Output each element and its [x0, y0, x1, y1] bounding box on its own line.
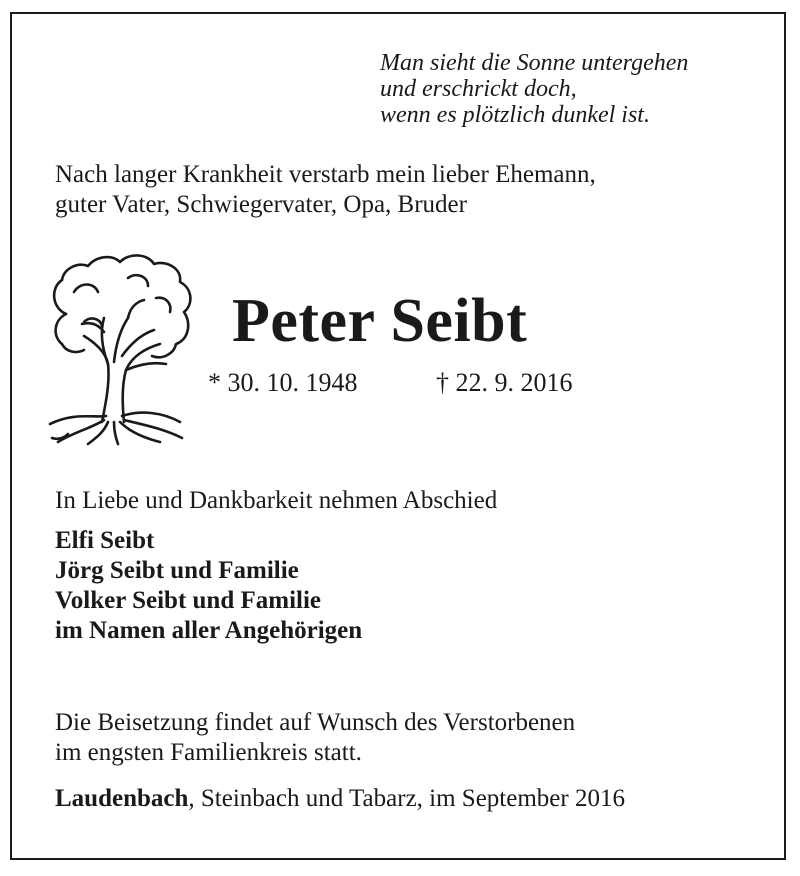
quote-line: Man sieht die Sonne untergehen — [380, 50, 689, 76]
mourner-name: Elfi Seibt — [55, 527, 155, 554]
mourner-name: Jörg Seibt und Familie — [55, 557, 299, 584]
burial-line: Die Beisetzung findet auf Wunsch des Verstorbenen — [55, 709, 576, 736]
quote-line: wenn es plötzlich dunkel ist. — [380, 102, 650, 128]
farewell-text: In Liebe und Dankbarkeit nehmen Abschied — [55, 487, 498, 514]
death-date: † 22. 9. 2016 — [436, 368, 573, 397]
intro-line: guter Vater, Schwiegervater, Opa, Bruder — [55, 191, 467, 218]
burial-line: im engsten Familienkreis statt. — [55, 739, 362, 766]
quote — [380, 50, 688, 128]
burial-notice — [55, 708, 575, 768]
place-rest: , Steinbach und Tabarz, im September 2016 — [188, 785, 625, 812]
mourner-name: im Namen aller Angehörigen — [55, 617, 363, 644]
mourner-name: Volker Seibt und Familie — [55, 587, 322, 614]
town-name: Laudenbach — [55, 785, 189, 812]
mourners-list — [55, 526, 362, 646]
tree-icon — [44, 252, 196, 446]
place-date-line — [55, 783, 625, 815]
birth-date: * 30. 10. 1948 — [208, 368, 358, 397]
intro-line: Nach langer Krankheit verstarb mein lieber Ehemann, — [55, 161, 596, 188]
deceased-name: Peter Seibt — [232, 287, 528, 355]
quote-line: und erschrickt doch, — [380, 76, 577, 102]
intro-text — [55, 160, 596, 220]
